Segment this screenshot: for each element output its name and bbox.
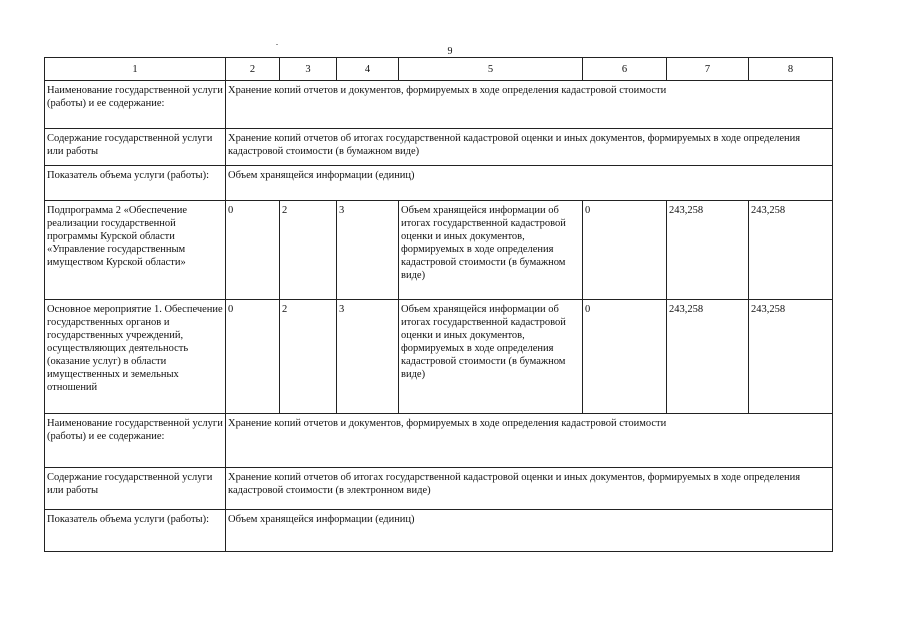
cell-col6: 0 [583, 300, 667, 414]
volume-indicator-row [45, 510, 833, 552]
row-name: Подпрограмма 2 «Обеспечение реализации государственной программы Курской области «Управление государственным имуществом Курской области» [45, 201, 226, 300]
cell-col2: 0 [226, 300, 280, 414]
column-number-row [45, 58, 833, 81]
cell-col8: 243,258 [749, 201, 833, 300]
column-number: 6 [583, 58, 667, 81]
cell-col8: 243,258 [749, 300, 833, 414]
cell-col3: 2 [280, 300, 337, 414]
service-name-row [45, 81, 833, 129]
service-name-value: Хранение копий отчетов и документов, формируемых в ходе определения кадастровой стоимости [226, 81, 833, 129]
column-number: 1 [45, 58, 226, 81]
cell-col2: 0 [226, 201, 280, 300]
volume-indicator-label: Показатель объема услуги (работы): [45, 510, 226, 552]
service-content-row [45, 129, 833, 166]
cell-col4: 3 [337, 300, 399, 414]
cell-col7: 243,258 [667, 300, 749, 414]
cell-col7: 243,258 [667, 201, 749, 300]
service-content-label: Содержание государственной услуги или работы [45, 129, 226, 166]
service-content-value: Хранение копий отчетов об итогах государственной кадастровой оценки и иных документов, формируемых в ходе определения кадастровой стоимости (в бумажном виде) [226, 129, 833, 166]
service-content-value: Хранение копий отчетов об итогах государственной кадастровой оценки и иных документов, формируемых в ходе определения кадастровой стоимости (в электронном виде) [226, 468, 833, 510]
service-name-row [45, 414, 833, 468]
table-row [45, 300, 833, 414]
cell-col5: Объем хранящейся информации об итогах государственной кадастровой оценки и иных документов, формируемых в ходе определения кадастровой стоимости (в бумажном виде) [399, 300, 583, 414]
service-name-label: Наименование государственной услуги (работы) и ее содержание: [45, 81, 226, 129]
cell-col5: Объем хранящейся информации об итогах государственной кадастровой оценки и иных документов, формируемых в ходе определения кадастровой стоимости (в бумажном виде) [399, 201, 583, 300]
column-number: 2 [226, 58, 280, 81]
cell-col3: 2 [280, 201, 337, 300]
cell-col4: 3 [337, 201, 399, 300]
column-number: 7 [667, 58, 749, 81]
scan-speck [276, 44, 278, 45]
cell-col6: 0 [583, 201, 667, 300]
service-name-label: Наименование государственной услуги (работы) и ее содержание: [45, 414, 226, 468]
service-name-value: Хранение копий отчетов и документов, формируемых в ходе определения кадастровой стоимости [226, 414, 833, 468]
table-row [45, 201, 833, 300]
volume-indicator-label: Показатель объема услуги (работы): [45, 166, 226, 201]
service-content-label: Содержание государственной услуги или работы [45, 468, 226, 510]
row-name: Основное мероприятие 1. Обеспечение государственных органов и государственных учреждений, осуществляющих деятельность (оказание услуг) в области имущественных и земельных отношений [45, 300, 226, 414]
column-number: 4 [337, 58, 399, 81]
volume-indicator-row [45, 166, 833, 201]
volume-indicator-value: Объем хранящейся информации (единиц) [226, 166, 833, 201]
column-number: 8 [749, 58, 833, 81]
column-number: 3 [280, 58, 337, 81]
volume-indicator-value: Объем хранящейся информации (единиц) [226, 510, 833, 552]
services-table [44, 57, 833, 552]
service-content-row [45, 468, 833, 510]
column-number: 5 [399, 58, 583, 81]
page-number: 9 [447, 46, 453, 57]
